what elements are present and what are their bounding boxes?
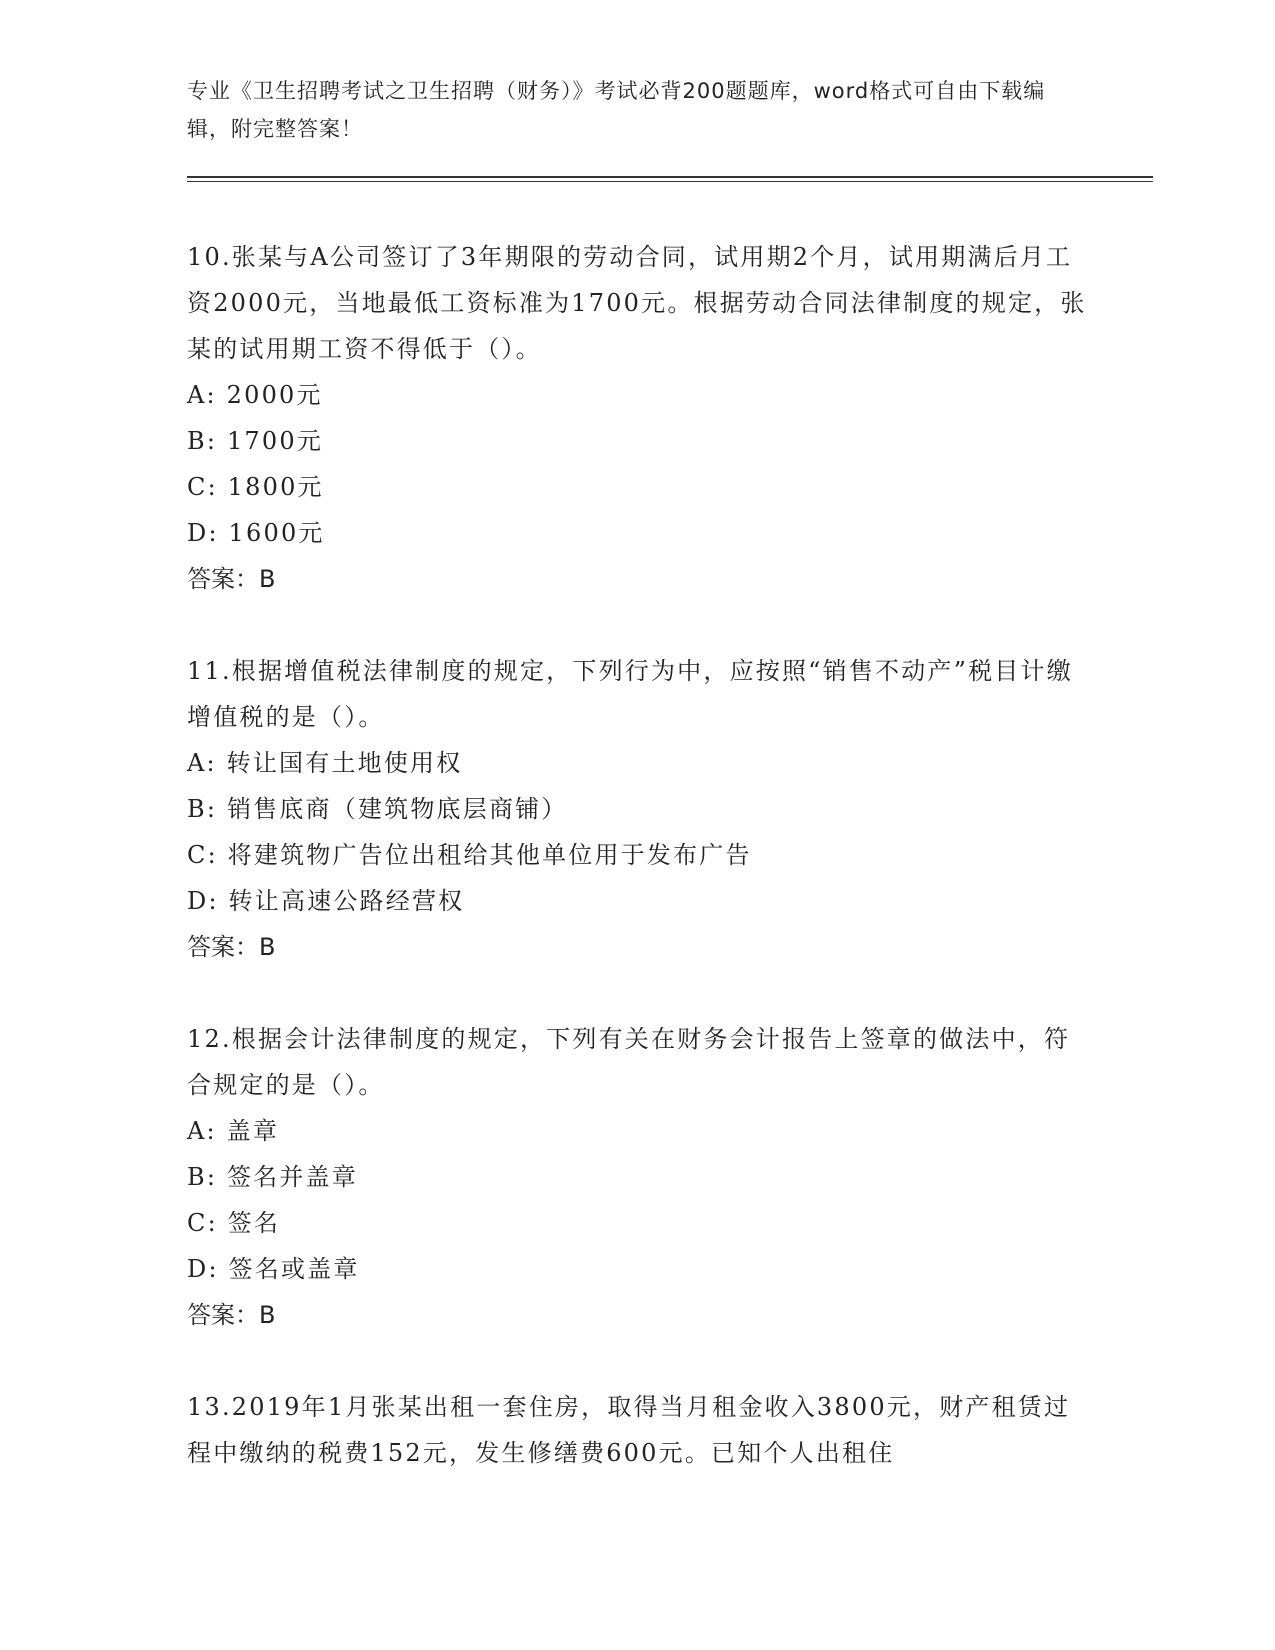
- option-c: C: 1800元: [187, 473, 324, 501]
- option-a: A: 盖章: [187, 1117, 280, 1145]
- question-spacer: [187, 1338, 1087, 1384]
- option-d: D: 转让高速公路经营权: [187, 887, 465, 915]
- question-spacer: [187, 970, 1087, 1016]
- question-spacer: [187, 602, 1087, 648]
- option-b: B: 1700元: [187, 427, 324, 455]
- header-divider-thick: [187, 176, 1153, 178]
- answer-text: 答案：B: [187, 565, 276, 593]
- option-a: A: 2000元: [187, 381, 323, 409]
- question-10: [187, 234, 1087, 602]
- question-stem: 11.根据增值税法律制度的规定，下列行为中，应按照“销售不动产”税目计缴增值税的是（）。: [187, 657, 1073, 731]
- header-divider-thin: [187, 181, 1153, 182]
- question-stem: 12.根据会计法律制度的规定，下列有关在财务会计报告上签章的做法中，符合规定的是（）。: [187, 1025, 1071, 1099]
- option-b: B: 销售底商（建筑物底层商铺）: [187, 795, 568, 823]
- question-list: [187, 234, 1087, 1476]
- question-stem: 13.2019年1月张某出租一套住房，取得当月租金收入3800元，财产租赁过程中缴纳的税费152元，发生修缮费600元。已知个人出租住: [187, 1393, 1071, 1467]
- option-a: A: 转让国有土地使用权: [187, 749, 463, 777]
- question-11: [187, 648, 1087, 970]
- question-12: [187, 1016, 1087, 1338]
- question-13: [187, 1384, 1087, 1476]
- option-c: C: 将建筑物广告位出租给其他单位用于发布广告: [187, 841, 752, 869]
- option-d: D: 1600元: [187, 519, 325, 547]
- question-stem: 10.张某与A公司签订了3年期限的劳动合同，试用期2个月，试用期满后月工资2000元，当地最低工资标准为1700元。根据劳动合同法律制度的规定，张某的试用期工资不得低于（）。: [187, 243, 1087, 363]
- option-b: B: 签名并盖章: [187, 1163, 358, 1191]
- option-d: D: 签名或盖章: [187, 1255, 360, 1283]
- option-c: C: 签名: [187, 1209, 281, 1237]
- answer-text: 答案：B: [187, 933, 276, 961]
- answer-text: 答案：B: [187, 1301, 276, 1329]
- document-header: 专业《卫生招聘考试之卫生招聘（财务）》考试必背200题题库，word格式可自由下载编辑，附完整答案！: [187, 79, 1046, 141]
